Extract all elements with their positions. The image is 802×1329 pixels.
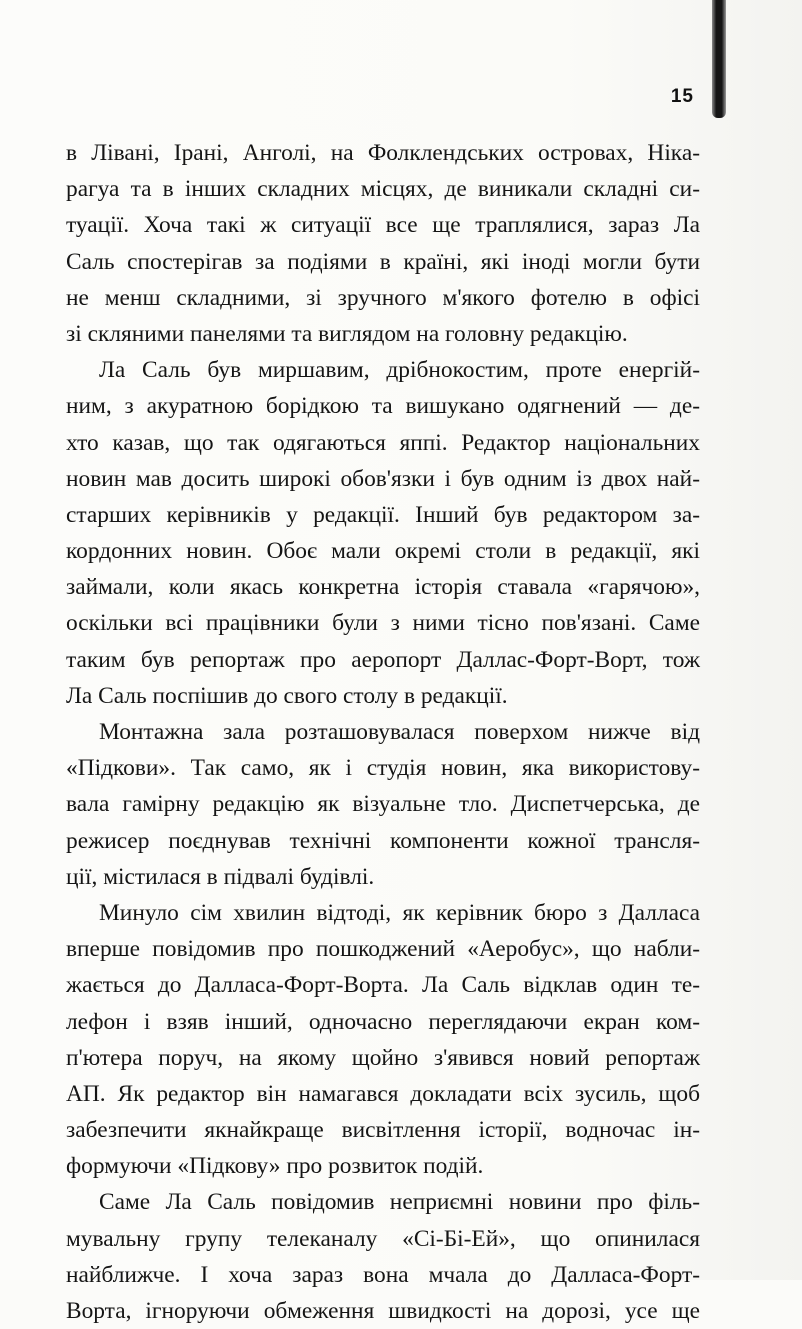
text-line: ції, містилася в підвалі будівлі. [66,863,375,890]
text-line: туації. Хоча такі ж ситуації все ще траплялися, зараз Ла [66,212,700,239]
text-line: займали, коли якась конкретна історія ставала «гарячою», [66,574,700,601]
body-text [66,135,700,1329]
text-line: формуючи «Підкову» про розвиток подій. [66,1153,484,1180]
text-line: новин мав досить широкі обов'язки і був одним із двох най- [66,465,700,492]
text-line: АП. Як редактор він намагався докладати всіх зусиль, щоб [66,1080,700,1107]
page-edge-mark [712,0,726,118]
text-line: «Підкови». Так само, як і студія новин, яка використову- [66,755,700,782]
page-number: 15 [670,86,694,107]
text-line: вперше повідомив про пошкоджений «Аеробус», що набли- [66,936,700,963]
text-line: забезпечити якнайкраще висвітлення історії, водночас ін- [66,1117,700,1144]
text-line: лефон і взяв інший, одночасно переглядаючи екран ком- [66,1008,700,1035]
text-line: Монтажна зала розташовувалася поверхом нижче від [99,719,700,745]
text-line: вала гамірну редакцію як візуальне тло. Диспетчерська, де [66,791,700,818]
text-line: режисер поєднував технічні компоненти кожної трансля- [66,827,700,854]
text-line: Саль спостерігав за подіями в країні, які іноді могли бути [66,248,700,275]
text-line: оскільки всі працівники були з ними тісно пов'язані. Саме [66,610,700,637]
text-line: старших керівників у редакції. Інший був редактором за- [66,501,700,528]
text-line: Минуло сім хвилин відтоді, як керівник бюро з Далласа [99,899,700,926]
text-line: хто казав, що так одягаються яппі. Редактор національних [66,429,700,456]
text-line: зі скляними панелями та виглядом на головну редакцію. [66,320,628,347]
text-line: таким був репортаж про аеропорт Даллас-Форт-Ворт, тож [66,646,700,673]
text-line: в Лівані, Ірані, Анголі, на Фолклендських островах, Ніка- [66,140,700,166]
text-line: кордонних новин. Обоє мали окремі столи в редакції, які [66,538,700,565]
text-line: жається до Далласа-Форт-Ворта. Ла Саль відклав один те- [66,972,700,999]
text-line: Саме Ла Саль повідомив неприємні новини про філь- [99,1189,700,1216]
text-line: ним, з акуратною борідкою та вишукано одягнений — де- [66,393,700,420]
text-line: не менш складними, зі зручного м'якого фотелю в офісі [66,284,700,311]
text-line: рагуа та в інших складних місцях, де виникали складні си- [66,176,700,203]
text-line: Ла Саль поспішив до свого столу в редакції. [66,682,508,709]
text-line: Ворта, ігноруючи обмеження швидкості на дорозі, усе ще [66,1298,700,1324]
text-line: найближче. І хоча зараз вона мчала до Далласа-Форт- [66,1261,700,1288]
text-line: п'ютера поруч, на якому щойно з'явився новий репортаж [66,1044,700,1071]
text-line: Ла Саль був миршавим, дрібнокостим, проте енергій- [99,357,700,384]
text-line: мувальну групу телеканалу «Сі-Бі-Ей», що опинилася [66,1225,700,1252]
